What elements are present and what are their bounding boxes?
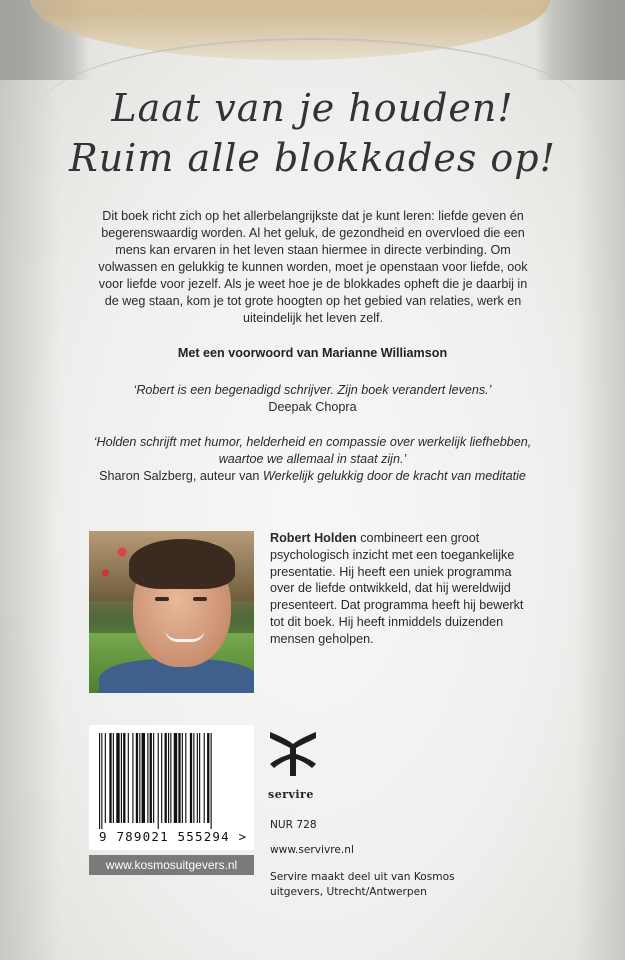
barcode-bar: [168, 733, 169, 823]
nur-code: NUR 728: [270, 819, 317, 831]
barcode-bar: [178, 733, 180, 823]
isbn-number: 9 789021 555294 >: [99, 829, 248, 844]
barcode-bar: [182, 733, 183, 823]
quote-chopra: [80, 382, 545, 416]
title-line-2: Ruim alle blokkades op!: [69, 136, 556, 180]
barcode-bar: [158, 733, 159, 829]
book-description: Dit boek richt zich op het allerbelangrijkste dat je kunt leren: liefde geven én begerenswaardig worden. Al het geluk, de gezondheid en overvloed die een mens kan ervaren in het leven staan hiermee in directe verbinding. Om volwassen en gelukkig te kunnen worden, moet je openstaan voor liefde, ook voor liefde voor jezelf. Als je weet hoe je de blokkades opheft die je daarbij in de weg staan, kom je tot grote hoogten op het gebied van relaties, werk en uiteindelijk het leven zelf.: [98, 209, 528, 325]
barcode-bar: [113, 733, 114, 823]
servire-logo-icon: [266, 726, 320, 788]
barcode-bar: [190, 733, 192, 823]
servire-logo-text: servire: [268, 788, 314, 801]
barcode-bar: [139, 733, 140, 823]
author-photo: [89, 531, 254, 693]
author-bio-text: combineert een groot psychologisch inzicht met een toegankelijke presentatie. Hij heeft een uniek programma over de liefde ontwikkeld, dat hij wereldwijd presenteert. Dat programma heeft hij bewerkt tot dit boek. Hij heeft inmiddels duizenden mensen geholpen.: [270, 531, 524, 646]
author-name: Robert Holden: [270, 531, 357, 545]
barcode-bar: [121, 733, 122, 823]
barcode-bar: [193, 733, 194, 823]
barcode-bars: [95, 733, 248, 829]
author-bio: [270, 530, 538, 648]
barcode-bar: [199, 733, 200, 823]
barcode-bar: [185, 733, 186, 823]
kosmos-url: www.kosmosuitgevers.nl: [89, 855, 254, 875]
barcode-bar: [204, 733, 205, 823]
barcode-bar: [109, 733, 111, 823]
barcode-bar: [197, 733, 198, 823]
barcode-bar: [174, 733, 177, 823]
barcode-bar: [99, 733, 100, 829]
barcode-bar: [132, 733, 133, 823]
title-line-1: Laat van je houden!: [111, 86, 514, 130]
book-title: Werkelijk gelukkig door de kracht van meditatie: [262, 469, 526, 483]
publisher-note: Servire maakt deel uit van Kosmos uitgevers, Utrecht/Antwerpen: [270, 871, 455, 898]
foreword-credit: Met een voorwoord van Marianne Williamson: [177, 346, 448, 360]
quote-salzberg: [80, 434, 545, 485]
barcode-bar: [101, 733, 102, 829]
quote-text: ‘Holden schrijft met humor, helderheid en compassie over werkelijk liefhebben, waartoe we allemaal in staat zijn.’: [93, 435, 532, 466]
barcode-bar: [136, 733, 138, 823]
barcode-bar: [147, 733, 148, 823]
publisher-website: www.servivre.nl: [270, 844, 354, 856]
barcode-bar: [116, 733, 119, 823]
quote-text: ‘Robert is een begenadigd schrijver. Zijn boek verandert levens.’: [133, 383, 492, 397]
barcode-bar: [211, 733, 212, 829]
quote-author: Sharon Salzberg, auteur van Werkelijk gelukkig door de kracht van meditatie: [99, 469, 526, 483]
barcode-bar: [128, 733, 129, 823]
barcode: [89, 725, 254, 850]
barcode-bar: [207, 733, 209, 823]
barcode-bar: [105, 733, 106, 823]
barcode-bar: [153, 733, 154, 823]
barcode-bar: [123, 733, 125, 823]
barcode-bar: [161, 733, 162, 823]
barcode-bar: [170, 733, 171, 823]
barcode-bar: [165, 733, 167, 823]
quote-author: Deepak Chopra: [268, 400, 357, 414]
barcode-bar: [150, 733, 152, 823]
barcode-bar: [142, 733, 145, 823]
